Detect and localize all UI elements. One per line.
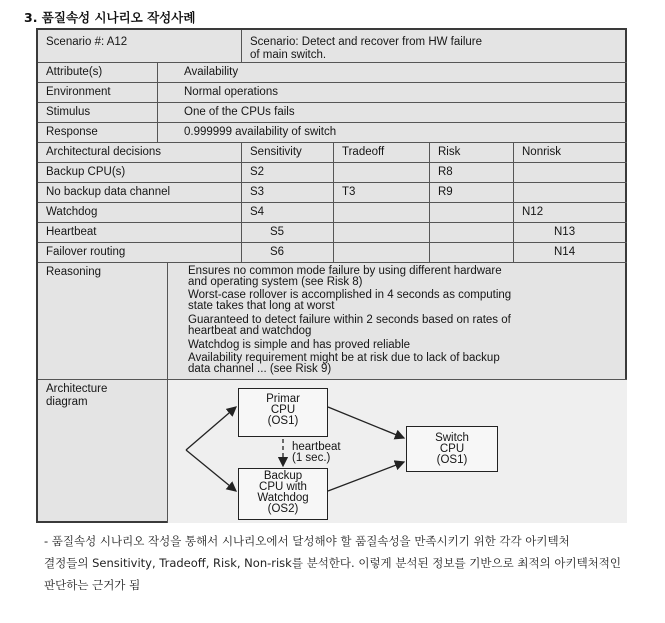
nonrisk-cell: N13	[514, 223, 627, 243]
reasoning-line: and operating system (see Risk 8)	[188, 276, 363, 288]
risk-cell	[430, 223, 514, 243]
primary-line1: Primar	[266, 393, 300, 405]
arrow-to-primary	[186, 407, 236, 450]
col-header-tradeoff: Tradeoff	[334, 143, 430, 163]
risk-cell	[430, 203, 514, 223]
heartbeat-label	[292, 442, 341, 464]
tradeoff-cell: T3	[334, 183, 430, 203]
arrow-backup-to-switch	[328, 462, 404, 491]
reasoning-line: Ensures no common mode failure by using different hardware	[188, 265, 502, 277]
sensitivity-cell: S4	[242, 203, 334, 223]
scenario-sheet	[36, 28, 627, 523]
reasoning-line: Guaranteed to detect failure within 2 seconds based on rates of	[188, 314, 511, 326]
reasoning-line: state takes that long at worst	[188, 300, 335, 312]
environment-label: Environment	[38, 83, 158, 103]
response-value: 0.999999 availability of switch	[158, 123, 627, 143]
footer-line1: - 품질속성 시나리오 작성을 통해서 시나리오에서 달성해야 할 품질속성을 만족시키기 위한 각각 아키텍처	[44, 534, 570, 548]
primary-line2: CPU	[270, 404, 296, 416]
architecture-diagram	[168, 380, 627, 523]
primary-line3: (OS1)	[267, 415, 299, 427]
backup-cpu-box	[238, 468, 328, 520]
switch-line2: CPU	[439, 443, 465, 455]
col-header-sensitivity: Sensitivity	[242, 143, 334, 163]
sensitivity-cell: S2	[242, 163, 334, 183]
heartbeat-line2: (1 sec.)	[292, 452, 331, 464]
scenario-title-line2: of main switch.	[250, 49, 327, 61]
switch-line1: Switch	[435, 432, 469, 444]
nonrisk-cell: N12	[514, 203, 627, 223]
nonrisk-cell	[514, 163, 627, 183]
risk-cell: R9	[430, 183, 514, 203]
decision-cell: Heartbeat	[38, 223, 242, 243]
nonrisk-cell: N14	[514, 243, 627, 263]
reasoning-line: Worst-case rollover is accomplished in 4 seconds as computing	[188, 289, 512, 301]
risk-cell	[430, 243, 514, 263]
architecture-label-line1: Architecture	[46, 383, 108, 395]
backup-line4: (OS2)	[267, 503, 299, 515]
reasoning-line: heartbeat and watchdog	[188, 325, 312, 337]
tradeoff-cell	[334, 163, 430, 183]
nonrisk-cell	[514, 183, 627, 203]
heartbeat-line1: heartbeat	[292, 441, 341, 453]
attribute-label: Attribute(s)	[38, 63, 158, 83]
backup-line3: Watchdog	[257, 492, 309, 504]
scenario-title-line1: Scenario: Detect and recover from HW failure	[250, 36, 483, 48]
footer-line2: 결정들의 Sensitivity, Tradeoff, Risk, Non-risk를 분석한다. 이렇게 분석된 정보를 기반으로 최적의 아키텍처적인	[44, 556, 622, 570]
scenario-number: Scenario #: A12	[38, 30, 242, 63]
sensitivity-cell: S6	[242, 243, 334, 263]
stimulus-label: Stimulus	[38, 103, 158, 123]
col-header-nonrisk: Nonrisk	[514, 143, 627, 163]
reasoning-line: Availability requirement might be at risk due to lack of backup	[188, 352, 500, 364]
architecture-label	[38, 380, 168, 523]
decision-cell: Failover routing	[38, 243, 242, 263]
diagram-connectors	[168, 380, 627, 523]
arrow-to-backup	[186, 450, 236, 491]
arrow-primary-to-switch	[328, 407, 404, 438]
environment-value: Normal operations	[158, 83, 627, 103]
col-header-decisions: Architectural decisions	[38, 143, 242, 163]
sensitivity-cell: S5	[242, 223, 334, 243]
tradeoff-cell	[334, 203, 430, 223]
primary-cpu-box	[238, 388, 328, 437]
reasoning-label: Reasoning	[38, 263, 168, 380]
footer-line3: 판단하는 근거가 됨	[44, 578, 141, 592]
architecture-label-line2: diagram	[46, 396, 88, 408]
backup-line2: CPU with	[259, 481, 307, 493]
attribute-value: Availability	[158, 63, 627, 83]
stimulus-value: One of the CPUs fails	[158, 103, 627, 123]
tradeoff-cell	[334, 243, 430, 263]
section-heading: 3. 품질속성 시나리오 작성사례	[24, 10, 196, 25]
reasoning-line: data channel ... (see Risk 9)	[188, 363, 332, 375]
decision-cell: Backup CPU(s)	[38, 163, 242, 183]
scenario-title	[242, 30, 627, 63]
decision-cell: Watchdog	[38, 203, 242, 223]
backup-line1: Backup	[263, 470, 303, 482]
switch-cpu-box	[406, 426, 498, 472]
decision-cell: No backup data channel	[38, 183, 242, 203]
risk-cell: R8	[430, 163, 514, 183]
switch-line3: (OS1)	[436, 454, 468, 466]
tradeoff-cell	[334, 223, 430, 243]
reasoning-line: Watchdog is simple and has proved reliable	[188, 339, 411, 351]
response-label: Response	[38, 123, 158, 143]
sensitivity-cell: S3	[242, 183, 334, 203]
col-header-risk: Risk	[430, 143, 514, 163]
